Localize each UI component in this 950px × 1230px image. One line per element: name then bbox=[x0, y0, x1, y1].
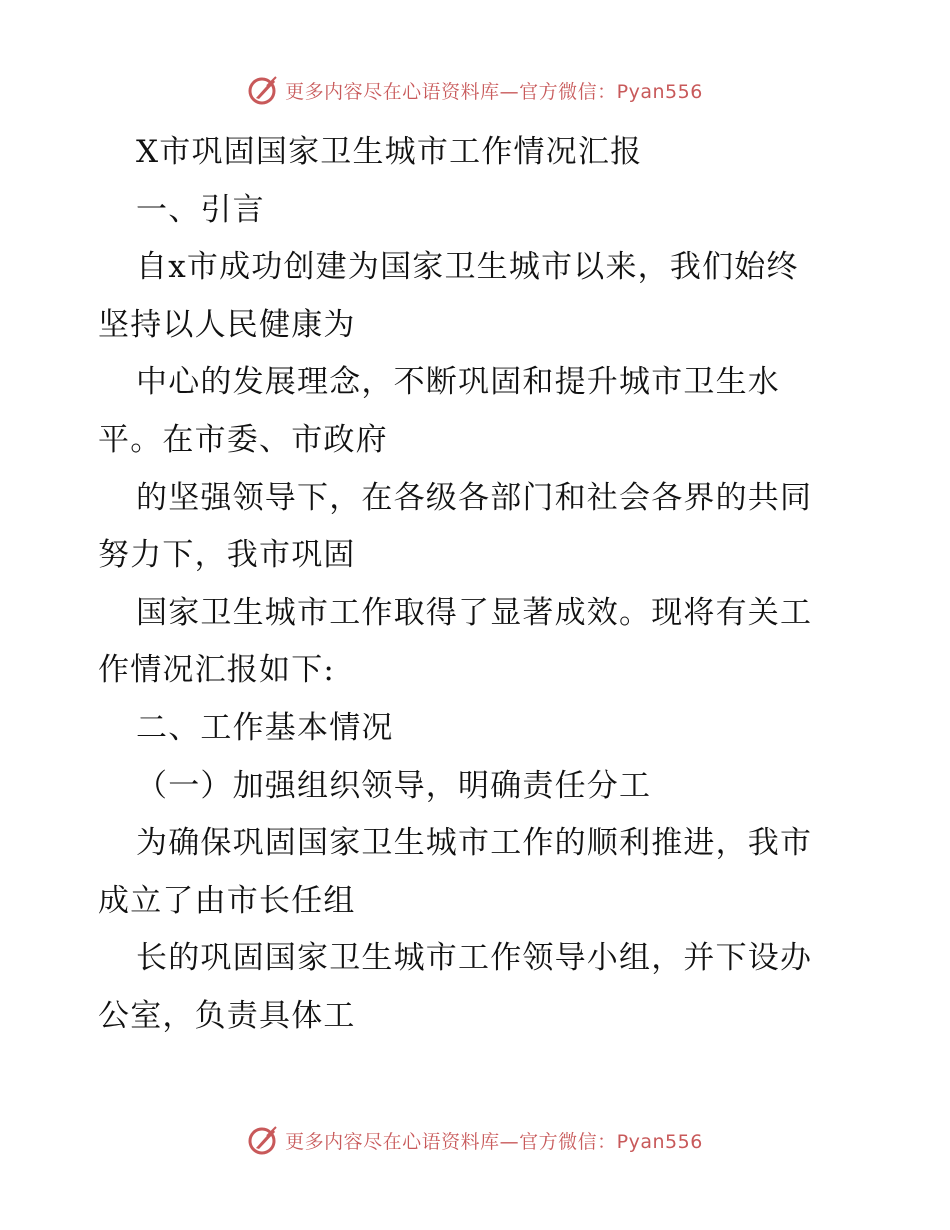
quill-logo-icon bbox=[247, 74, 279, 106]
document-line: 自x市成功创建为国家卫生城市以来，我们始终 bbox=[136, 249, 799, 286]
quill-logo-icon bbox=[247, 1124, 279, 1156]
document-line: 公室，负责具体工 bbox=[98, 997, 356, 1034]
document-line: 二、工作基本情况 bbox=[136, 709, 394, 746]
header-watermark-inner bbox=[247, 74, 703, 106]
footer-watermark bbox=[0, 1120, 950, 1160]
document-line: X市巩固国家卫生城市工作情况汇报 bbox=[136, 134, 643, 170]
document-line: 平。在市委、市政府 bbox=[98, 421, 388, 458]
document-line: 努力下，我市巩固 bbox=[98, 537, 356, 574]
footer-watermark-inner bbox=[247, 1124, 703, 1156]
document-line: 的坚强领导下，在各级各部门和社会各界的共同 bbox=[136, 479, 813, 516]
document-line: 作情况汇报如下: bbox=[98, 652, 336, 689]
document-line: 中心的发展理念，不断巩固和提升城市卫生水 bbox=[136, 364, 780, 401]
document-line: 成立了由市长任组 bbox=[98, 882, 356, 919]
watermark-text: 更多内容尽在心语资料库—官方微信：Pyan556 bbox=[285, 80, 703, 103]
document-body bbox=[98, 124, 858, 1046]
document-line: 长的巩固国家卫生城市工作领导小组，并下设办 bbox=[136, 940, 813, 977]
document-line: 为确保巩固国家卫生城市工作的顺利推进，我市 bbox=[136, 825, 813, 862]
document-line: 坚持以人民健康为 bbox=[98, 306, 356, 343]
watermark-text: 更多内容尽在心语资料库—官方微信：Pyan556 bbox=[285, 1130, 703, 1153]
document-line: 一、引言 bbox=[136, 191, 265, 228]
document-line: （一）加强组织领导，明确责任分工 bbox=[136, 767, 652, 804]
header-watermark bbox=[0, 70, 950, 110]
document-line: 国家卫生城市工作取得了显著成效。现将有关工 bbox=[136, 594, 813, 631]
